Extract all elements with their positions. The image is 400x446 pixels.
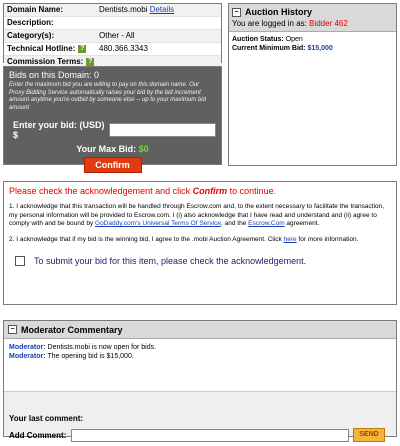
minimum-bid-value: $15,000 [307, 45, 333, 52]
bid-input-row [9, 120, 216, 140]
domain-details-panel [3, 3, 222, 66]
detail-row-domain [4, 4, 221, 17]
escrow-link[interactable]: Escrow.Com [248, 220, 285, 227]
domain-name-value: Dentists.mobi Details [99, 5, 175, 14]
details-link[interactable]: Details [149, 5, 175, 14]
acknowledgement-paragraph-1: 1. I acknowledge that this transaction will be handled through Escrow.com and, to the extent necessary to facilitate the transaction, my personal information will be provided to Escrow.com. I (i) also acknowledge that I have read and understand and (ii) agree to comply with and be bound by GoDaddy.com's Universal Terms Of Service, and the Escrow.Com agreement. [9, 203, 385, 227]
agreement-here-link[interactable]: here [283, 235, 297, 243]
bid-input-label: Enter your bid: (USD) $ [13, 120, 105, 140]
confirm-button[interactable]: Confirm [84, 157, 142, 173]
acknowledgement-panel [3, 181, 397, 305]
detail-label: Commission Terms: ? [7, 57, 93, 66]
acknowledgement-checkbox-row[interactable] [9, 256, 391, 266]
detail-row-category [4, 30, 221, 43]
minimum-bid: Current Minimum Bid: $15,000 [232, 45, 333, 52]
question-icon[interactable]: ? [80, 44, 85, 52]
add-comment-row [9, 428, 391, 442]
question-icon[interactable]: ? [88, 57, 93, 65]
detail-label: Technical Hotline: ? [7, 44, 85, 53]
add-comment-label: Add Comment: [9, 430, 67, 440]
auction-history-title-row [232, 7, 393, 17]
comment-input[interactable] [71, 429, 349, 442]
bid-amount-input[interactable] [109, 123, 216, 137]
login-status [232, 19, 393, 28]
moderator-comments [4, 339, 396, 392]
max-bid [9, 144, 216, 154]
detail-label: Domain Name: [7, 5, 64, 14]
send-button[interactable]: SEND [353, 428, 385, 442]
moderator-commentary-header [4, 321, 396, 339]
detail-label: Description: [7, 18, 54, 27]
collapse-icon[interactable]: − [8, 325, 17, 334]
hotline-value: 480.366.3343 [99, 44, 148, 53]
acknowledgement-message: Please check the acknowledgement and click Confirm to continue. [9, 186, 277, 196]
comment-item: Moderator: Dentists.mobi is now open for bids. [9, 344, 157, 351]
acknowledgement-checkbox[interactable] [15, 256, 25, 266]
auction-history-title: Auction History [245, 7, 313, 17]
terms-of-service-link[interactable]: GoDaddy.com's Universal Terms Of Service [95, 220, 221, 227]
detail-label: Category(s): [7, 31, 55, 40]
max-bid-label: Your Max Bid: [76, 144, 137, 154]
acknowledgement-paragraph-2: 2. I acknowledge that if my bid is the winning bid, I agree to the .mobi Auction Agreement. Click here for more information. [9, 235, 359, 243]
auction-history-header [229, 4, 396, 32]
detail-row-hotline [4, 43, 221, 56]
comment-form [4, 392, 396, 446]
bidder-name: Bidder 462 [309, 19, 348, 28]
auction-history-panel [228, 3, 397, 166]
moderator-commentary-panel [3, 320, 397, 440]
auction-history-body [229, 32, 396, 56]
detail-row-description [4, 17, 221, 30]
last-comment-label: Your last comment: [9, 414, 84, 423]
bid-description: Enter the maximum bid you are willing to pay on this domain name. Our Proxy Bidding Service automatically raises your bid by the bid increment amount anytime you're outbid by someone else -- up to your maximum bid amount [9, 82, 206, 111]
acknowledgement-checkbox-label: To submit your bid for this item, please check the acknowledgement. [34, 256, 307, 266]
category-value: Other - All [99, 31, 135, 40]
collapse-icon[interactable]: − [232, 8, 241, 17]
auction-status: Auction Status: Open [232, 36, 303, 43]
login-prefix: You are logged in as: [232, 19, 307, 28]
comment-item: Moderator: The opening bid is $15,000. [9, 353, 134, 360]
auction-status-value: Open [285, 36, 303, 43]
max-bid-value: $0 [138, 144, 149, 154]
bid-panel [3, 66, 222, 170]
moderator-commentary-title: Moderator Commentary [21, 324, 123, 335]
bid-count-title: Bids on this Domain: 0 [9, 70, 100, 80]
